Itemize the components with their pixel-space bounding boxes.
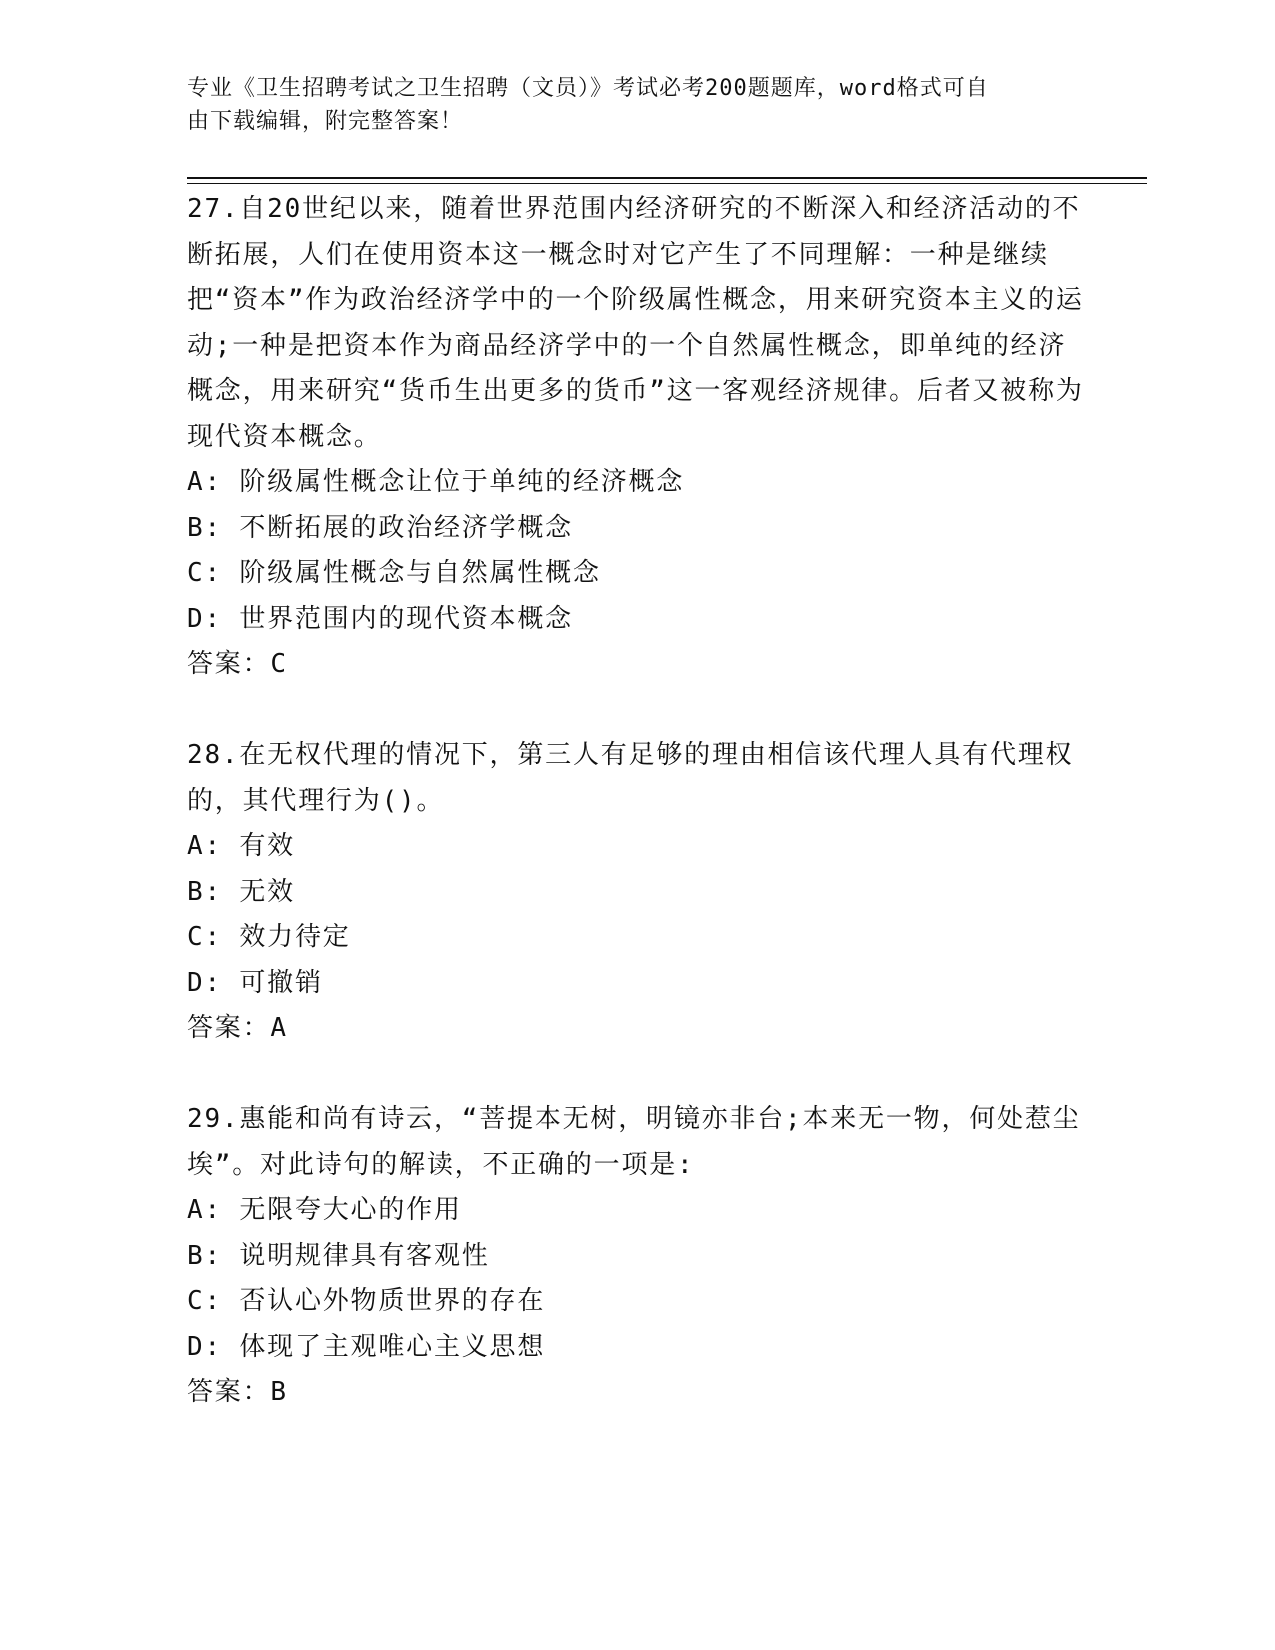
document-header: [187, 72, 1067, 138]
answer-line: 答案：A: [187, 1013, 288, 1043]
question-text: 27.自20世纪以来，随着世界范围内经济研究的不断深入和经济活动的不断拓展，人们在使用资本这一概念时对它产生了不同理解：一种是继续把“资本”作为政治经济学中的一个阶级属性概念，用来研究资本主义的运动;一种是把资本作为商品经济学中的一个自然属性概念，即单纯的经济概念，用来研究“货币生出更多的货币”这一客观经济规律。后者又被称为现代资本概念。: [187, 194, 1084, 452]
answer-line: 答案：B: [187, 1377, 288, 1407]
question-spacer: [187, 688, 1087, 734]
question-spacer: [187, 1052, 1087, 1098]
header-line-2: 由下载编辑，附完整答案！: [187, 109, 464, 134]
option-d: D: 世界范围内的现代资本概念: [187, 603, 573, 634]
option-b: B: 说明规律具有客观性: [187, 1240, 490, 1271]
option-a: A: 阶级属性概念让位于单纯的经济概念: [187, 467, 685, 497]
option-c: C: 否认心外物质世界的存在: [187, 1286, 546, 1316]
option-c: C: 阶级属性概念与自然属性概念: [187, 558, 601, 588]
option-a: A: 有效: [187, 831, 295, 861]
question-29: [187, 1097, 1087, 1416]
option-d: D: 可撤销: [187, 967, 323, 998]
question-27: [187, 187, 1087, 688]
option-b: B: 无效: [187, 876, 295, 907]
question-list: [187, 187, 1087, 1416]
answer-line: 答案：C: [187, 649, 288, 679]
header-divider-thin: [187, 183, 1147, 184]
option-b: B: 不断拓展的政治经济学概念: [187, 512, 573, 543]
question-28: [187, 733, 1087, 1052]
header-line-1: 专业《卫生招聘考试之卫生招聘（文员）》考试必考200题题库，word格式可自: [187, 76, 989, 101]
question-text: 29.惠能和尚有诗云，“菩提本无树，明镜亦非台;本来无一物，何处惹尘埃”。对此诗句的解读，不正确的一项是:: [187, 1104, 1081, 1180]
option-a: A: 无限夸大心的作用: [187, 1195, 462, 1225]
option-c: C: 效力待定: [187, 922, 351, 952]
question-text: 28.在无权代理的情况下，第三人有足够的理由相信该代理人具有代理权的，其代理行为()。: [187, 740, 1074, 816]
header-divider-thick: [187, 177, 1147, 179]
option-d: D: 体现了主观唯心主义思想: [187, 1331, 546, 1362]
